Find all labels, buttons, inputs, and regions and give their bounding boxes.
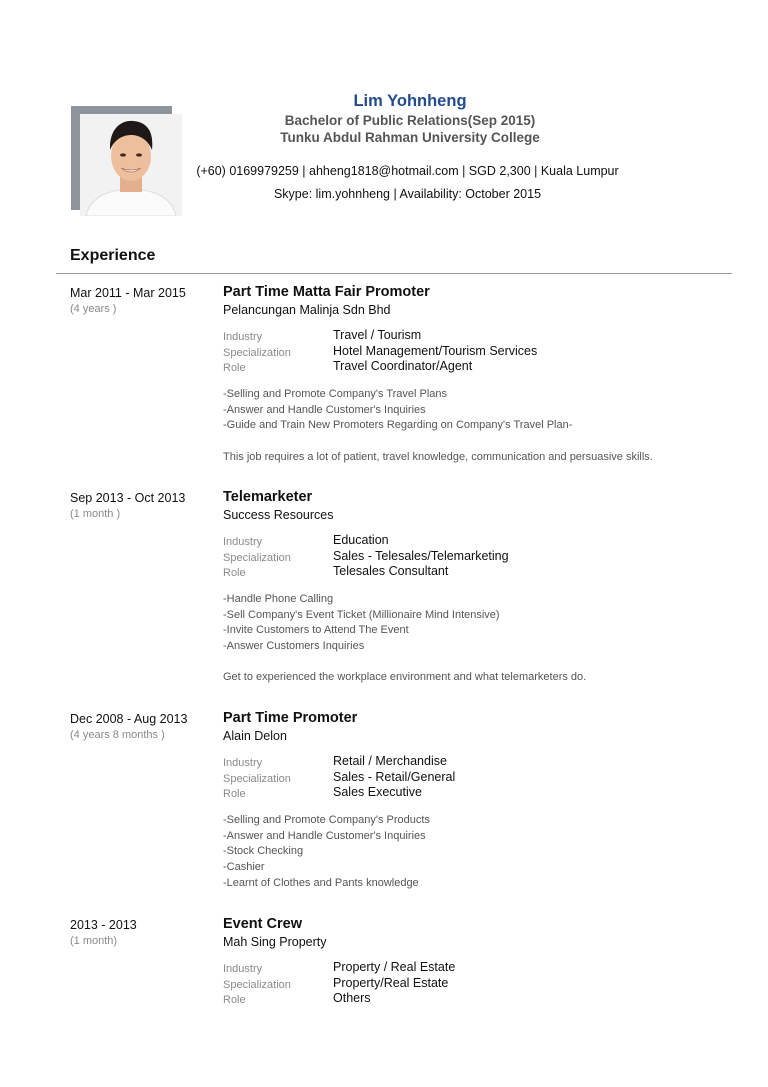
job-note: Get to experienced the workplace environment and what telemarketers do. [223, 671, 587, 683]
degree: Bachelor of Public Relations(Sep 2015) [284, 113, 536, 128]
job-dates: Sep 2013 - Oct 2013 [70, 491, 186, 505]
duty-item: -Answer Customers Inquiries [223, 640, 365, 653]
duty-item: -Learnt of Clothes and Pants knowledge [223, 876, 419, 889]
resume-header [0, 0, 768, 230]
fact-value: Sales - Retail/General [333, 769, 456, 784]
job-note: This job requires a lot of patient, travel knowledge, communication and persuasive skills. [223, 451, 653, 463]
fact-label: Role [223, 567, 246, 580]
duty-item: -Selling and Promote Company's Products [223, 814, 430, 826]
skype-availability-line: Skype: lim.yohnheng | Availability: October 2015 [273, 187, 542, 201]
fact-value: Telesales Consultant [333, 564, 449, 579]
duty-item: -Sell Company's Event Ticket (Millionaire Mind Intensive) [223, 608, 500, 621]
fact-value: Others [333, 991, 371, 1006]
fact-value: Education [333, 533, 389, 547]
fact-value: Hotel Management/Tourism Services [333, 343, 538, 358]
duty-item: -Handle Phone Calling [223, 593, 334, 605]
job-title: Part Time Matta Fair Promoter [223, 284, 430, 300]
fact-value: Property/Real Estate [333, 975, 449, 990]
job-title: Event Crew [223, 916, 302, 932]
fact-label: Role [223, 788, 246, 801]
contact-line: (+60) 0169979259 | ahheng1818@hotmail.com | SGD 2,300 | Kuala Lumpur [196, 164, 619, 178]
fact-label: Specialization [223, 772, 291, 785]
job-company: Mah Sing Property [223, 935, 327, 949]
fact-label: Specialization [223, 551, 291, 564]
job-duration: (4 years ) [70, 303, 117, 315]
job-company: Alain Delon [223, 729, 287, 743]
fact-label: Industry [223, 757, 263, 769]
job-title: Telemarketer [223, 489, 313, 505]
fact-label: Specialization [223, 346, 291, 359]
fact-label: Role [223, 994, 246, 1007]
fact-label: Role [223, 362, 246, 375]
job-company: Pelancungan Malinja Sdn Bhd [223, 303, 391, 317]
job-dates: 2013 - 2013 [70, 918, 137, 932]
duty-item: -Cashier [223, 861, 265, 874]
job-dates: Mar 2011 - Mar 2015 [70, 286, 186, 300]
fact-value: Sales - Telesales/Telemarketing [333, 548, 509, 563]
job-duties [223, 814, 430, 892]
job-duties [223, 388, 572, 435]
fact-value: Sales Executive [333, 785, 422, 800]
duty-item: -Invite Customers to Attend The Event [223, 624, 409, 637]
job-title: Part Time Promoter [223, 710, 358, 726]
job-duration: (4 years 8 months ) [70, 729, 165, 741]
fact-label: Industry [223, 536, 263, 548]
fact-label: Specialization [223, 978, 291, 991]
fact-value: Travel / Tourism [333, 328, 422, 342]
duty-item: -Stock Checking [223, 845, 304, 858]
duty-item: -Answer and Handle Customer's Inquiries [223, 403, 426, 416]
duty-item: -Answer and Handle Customer's Inquiries [223, 829, 426, 842]
job-duration: (1 month) [70, 935, 118, 947]
job-duration: (1 month ) [70, 508, 121, 520]
fact-value: Retail / Merchandise [333, 754, 447, 768]
job-duties [223, 593, 500, 656]
candidate-name: Lim Yohnheng [353, 92, 467, 110]
fact-value: Travel Coordinator/Agent [333, 359, 473, 374]
fact-value: Property / Real Estate [333, 960, 456, 974]
fact-label: Industry [223, 963, 263, 975]
duty-item: -Guide and Train New Promoters Regarding on Company's Travel Plan- [223, 419, 573, 432]
school: Tunku Abdul Rahman University College [280, 130, 540, 145]
job-company: Success Resources [223, 508, 334, 522]
fact-label: Industry [223, 331, 263, 343]
section-divider [56, 273, 732, 274]
duty-item: -Selling and Promote Company's Travel Plans [223, 388, 448, 400]
job-dates: Dec 2008 - Aug 2013 [70, 712, 188, 726]
section-title-experience: Experience [70, 247, 156, 264]
